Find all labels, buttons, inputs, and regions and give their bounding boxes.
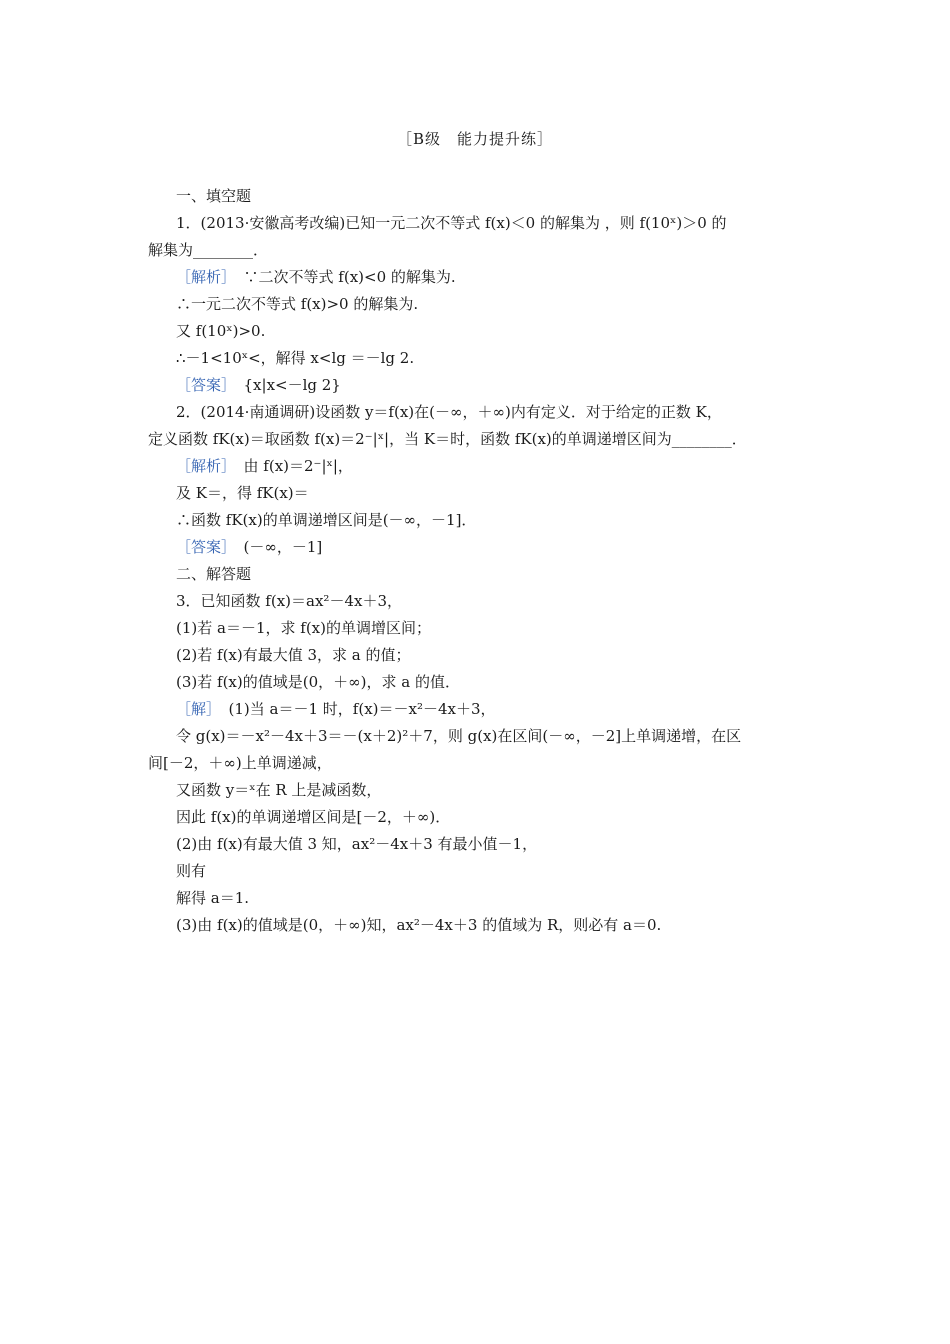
solution-line: ［解］ (1)当 a＝－1 时，f(x)＝－x²－4x＋3， <box>176 700 496 718</box>
question-line: 3．已知函数 f(x)＝ax²－4x＋3， <box>176 592 402 610</box>
solution-line: 间[－2，＋∞)上单调递减， <box>148 754 332 772</box>
solution-line: 又 f(10ˣ)>0. <box>176 322 266 340</box>
solution-line: 令 g(x)＝－x²－4x＋3＝－(x＋2)²＋7，则 g(x)在区间(－∞，－2]上单调递增，在区 <box>176 727 742 745</box>
solution-tag: ［解］ <box>176 700 214 718</box>
answer-tag: ［答案］ <box>176 538 229 556</box>
answer-line: ［答案］ {x|x<－lg 2} <box>176 376 341 394</box>
solution-line: (2)由 f(x)有最大值 3 知，ax²－4x＋3 有最小值－1， <box>176 835 538 853</box>
question-line: 2．(2014·南通调研)设函数 y＝f(x)在(－∞，＋∞)内有定义．对于给定的正数 K， <box>176 403 722 421</box>
question-line: (2)若 f(x)有最大值 3，求 a 的值； <box>176 646 411 664</box>
analysis-tag: ［解析］ <box>176 457 229 475</box>
question-line: 1．(2013·安徽高考改编)已知一元二次不等式 f(x)＜0 的解集为 ，则 f(10ˣ)＞0 的 <box>176 214 727 232</box>
solution-line: 解得 a＝1. <box>176 889 250 907</box>
solution-line: ［解析］ 由 f(x)＝2⁻|ˣ|， <box>176 457 353 475</box>
answer-line: ［答案］ (－∞，－1] <box>176 538 323 556</box>
section-heading: 二、解答题 <box>176 565 252 583</box>
solution-line: 又函数 y＝ˣ在 R 上是减函数， <box>176 781 382 799</box>
solution-line: ［解析］ ∵二次不等式 f(x)<0 的解集为. <box>176 268 456 286</box>
question-line: (3)若 f(x)的值域是(0，＋∞)，求 a 的值． <box>176 673 460 691</box>
solution-line: (3)由 f(x)的值域是(0，＋∞)知，ax²－4x＋3 的值域为 R，则必有 a＝0. <box>176 916 662 934</box>
solution-line: 及 K＝，得 fK(x)＝ <box>176 484 309 502</box>
question-line: (1)若 a＝－1，求 f(x)的单调增区间； <box>176 619 431 637</box>
solution-line: ∴函数 fK(x)的单调递增区间是(－∞，－1]． <box>176 511 477 529</box>
solution-line: ∴一元二次不等式 f(x)>0 的解集为. <box>176 295 419 313</box>
solution-line: 因此 f(x)的单调递增区间是[－2，＋∞)． <box>176 808 451 826</box>
analysis-tag: ［解析］ <box>176 268 229 286</box>
question-line: 定义函数 fK(x)＝取函数 f(x)＝2⁻|ˣ|，当 K＝时，函数 fK(x)的单调递增区间为________． <box>148 430 747 448</box>
page-title: ［B级 能力提升练］ <box>396 130 554 148</box>
section-heading: 一、填空题 <box>176 187 252 205</box>
question-line: 解集为________． <box>148 241 269 259</box>
solution-line: 则有 <box>176 862 207 880</box>
answer-tag: ［答案］ <box>176 376 229 394</box>
solution-line: ∴－1<10ˣ<，解得 x<lg ＝－lg 2. <box>176 349 415 367</box>
document-body <box>148 183 816 939</box>
